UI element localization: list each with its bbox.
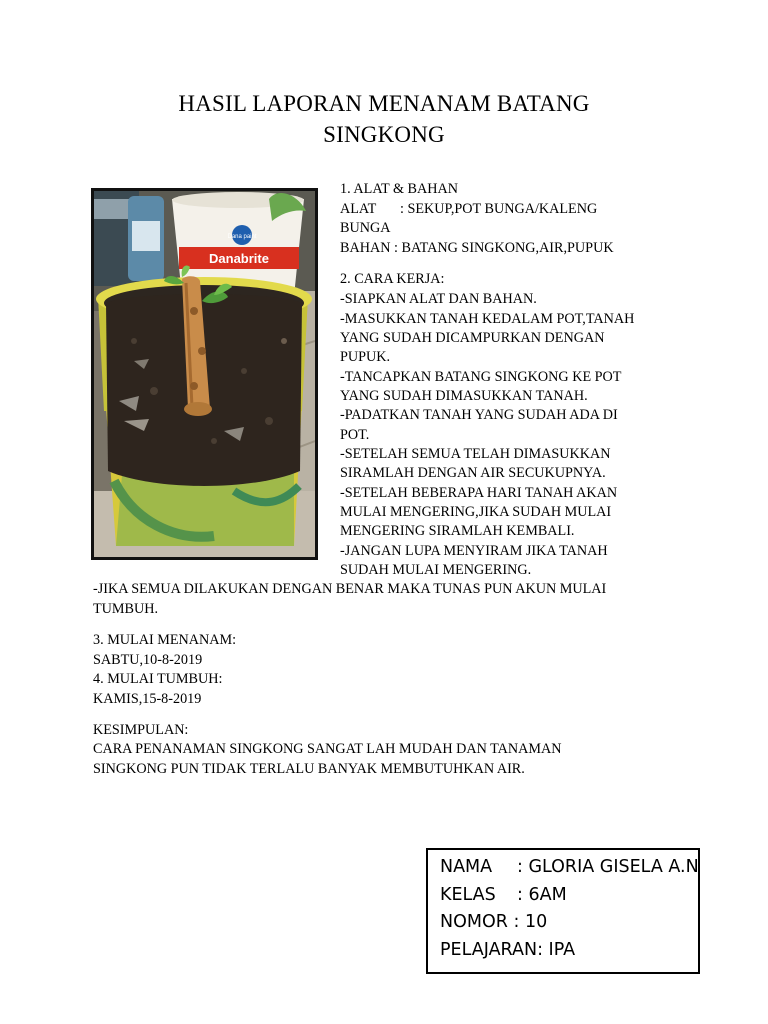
section3-value: SABTU,10-8-2019	[93, 652, 203, 668]
cara-kerja-line: MENGERING SIRAMLAH KEMBALI.	[340, 523, 575, 539]
alat-label: ALAT	[340, 201, 377, 217]
section4-heading: 4. MULAI TUMBUH:	[93, 671, 223, 687]
kelas-value: : 6AM	[517, 884, 567, 905]
cara-kerja-line: PUPUK.	[340, 349, 391, 365]
alat-value-cont: BUNGA	[340, 220, 391, 236]
nomor-row	[440, 909, 698, 937]
pelajaran-row	[440, 937, 698, 965]
cara-kerja-line: POT.	[340, 427, 370, 443]
student-info-box	[426, 848, 700, 974]
nama-value: : GLORIA GISELA A.N	[517, 857, 699, 877]
nama-row	[440, 854, 698, 882]
cara-kerja-line: -SIAPKAN ALAT DAN BAHAN.	[340, 291, 537, 307]
cara-kerja-line: SUDAH MULAI MENGERING.	[340, 562, 532, 578]
bucket-brand: Danabrite	[209, 251, 269, 266]
bucket-logo: Dana paint	[227, 234, 257, 240]
cara-kerja-line: -TANCAPKAN BATANG SINGKONG KE POT	[340, 369, 622, 385]
section2-heading: 2. CARA KERJA:	[340, 271, 445, 287]
section1-heading: 1. ALAT & BAHAN	[340, 181, 458, 197]
alat-value: : SEKUP,POT BUNGA/KALENG	[400, 201, 598, 217]
nomor-label: NOMOR	[440, 912, 508, 932]
plant-photo	[91, 188, 318, 560]
pelajaran-value: : IPA	[537, 939, 576, 960]
cara-kerja-full-line: TUMBUH.	[93, 601, 159, 617]
page-title	[0, 88, 768, 150]
alat-row	[340, 200, 597, 219]
cara-kerja-line: -PADATKAN TANAH YANG SUDAH ADA DI	[340, 407, 618, 423]
kelas-row	[440, 882, 698, 910]
cara-kerja-line: -JANGAN LUPA MENYIRAM JIKA TANAH	[340, 543, 608, 559]
cara-kerja-line: YANG SUDAH DIMASUKKAN TANAH.	[340, 388, 588, 404]
kelas-label: KELAS	[440, 884, 496, 905]
cara-kerja-full-line: -JIKA SEMUA DILAKUKAN DENGAN BENAR MAKA TUNAS PUN AKUN MULAI	[93, 581, 607, 597]
title-line-1: HASIL LAPORAN MENANAM BATANG	[178, 91, 590, 116]
cara-kerja-line: YANG SUDAH DICAMPURKAN DENGAN	[340, 330, 605, 346]
kesimpulan-line: CARA PENANAMAN SINGKONG SANGAT LAH MUDAH DAN TANAMAN	[93, 741, 562, 757]
pelajaran-label: PELAJARAN	[440, 939, 538, 960]
kesimpulan-heading: KESIMPULAN:	[93, 722, 189, 738]
nomor-value: : 10	[513, 912, 548, 932]
section4-value: KAMIS,15-8-2019	[93, 691, 202, 707]
section3-heading: 3. MULAI MENANAM:	[93, 632, 237, 648]
cara-kerja-line: -SETELAH BEBERAPA HARI TANAH AKAN	[340, 485, 618, 501]
nama-label: NAMA	[440, 857, 493, 877]
kesimpulan-line: SINGKONG PUN TIDAK TERLALU BANYAK MEMBUTUHKAN AIR.	[93, 761, 525, 777]
cara-kerja-line: -MASUKKAN TANAH KEDALAM POT,TANAH	[340, 311, 635, 327]
cara-kerja-line: -SETELAH SEMUA TELAH DIMASUKKAN	[340, 446, 611, 462]
cara-kerja-line: MULAI MENGERING,JIKA SUDAH MULAI	[340, 504, 612, 520]
bahan-line: BAHAN : BATANG SINGKONG,AIR,PUPUK	[340, 240, 614, 256]
cara-kerja-line: SIRAMLAH DENGAN AIR SECUKUPNYA.	[340, 465, 606, 481]
title-line-2: SINGKONG	[323, 122, 445, 147]
